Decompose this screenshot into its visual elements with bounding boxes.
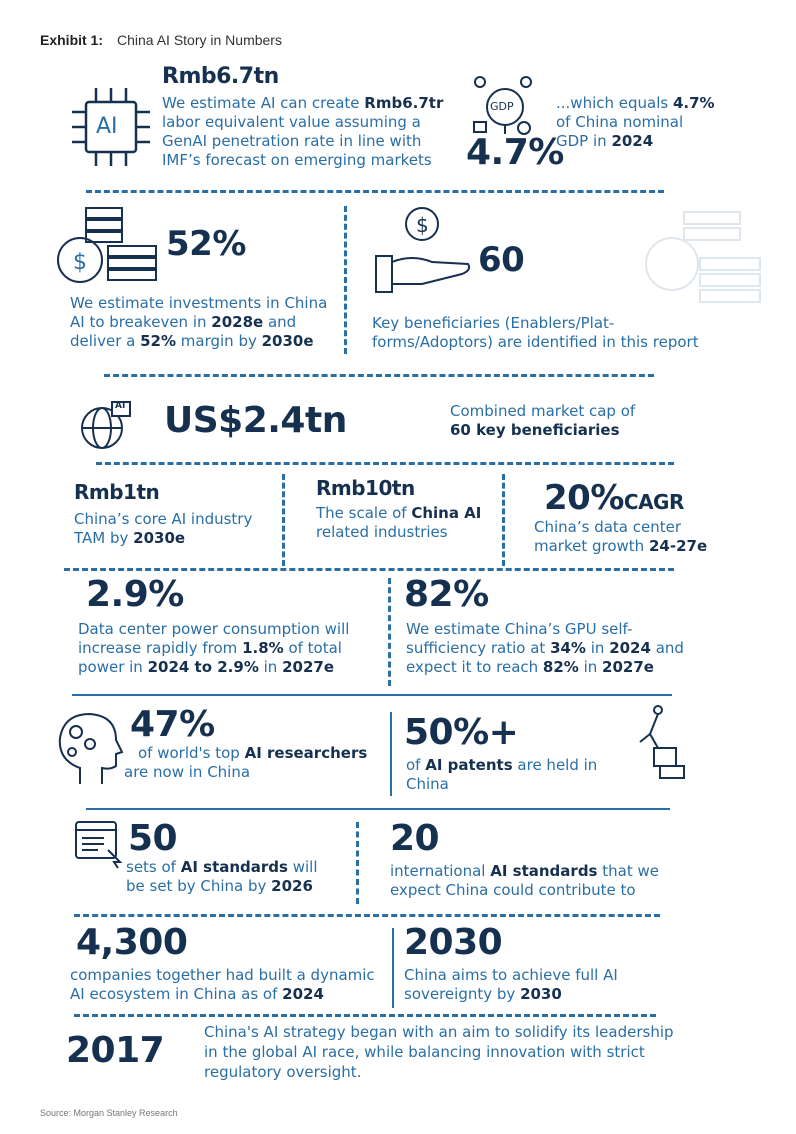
- robot-arm-icon: [636, 704, 688, 780]
- text-line: regulatory oversight.: [204, 1063, 362, 1081]
- text-line: Data center power consumption will: [78, 620, 350, 638]
- text-rmb6-7tn: [162, 94, 462, 170]
- text-bold: Rmb6.7tr: [364, 94, 444, 112]
- text-bold: 2030e: [133, 529, 186, 547]
- text-bold: 52%: [140, 332, 176, 350]
- divider: [86, 808, 670, 810]
- text-line: China's AI strategy began with an aim to solidify its leadership: [204, 1023, 674, 1041]
- text-line: of China nominal: [556, 113, 684, 131]
- stat-us-2-4tn: US$2.4tn: [164, 400, 347, 441]
- divider: [64, 568, 674, 571]
- text-bold: 4.7%: [672, 94, 715, 112]
- text-line: expect China could contribute to: [390, 881, 636, 899]
- text-line: We estimate AI can create: [162, 94, 365, 112]
- text-bold: China AI: [411, 504, 482, 522]
- text-line: of total: [283, 639, 342, 657]
- text-line: ...which equals: [556, 94, 673, 112]
- gdp-label: GDP: [490, 100, 514, 113]
- text-line: in: [258, 658, 283, 676]
- text-line: TAM by: [74, 529, 134, 547]
- text-line: Key beneficiaries (Enablers/Plat-: [372, 314, 615, 332]
- text-line: international: [390, 862, 491, 880]
- stat-52: 52%: [166, 224, 246, 264]
- text-line: China aims to achieve full AI: [404, 966, 618, 984]
- text-bold: 2030e: [261, 332, 314, 350]
- text-bold: 82%: [542, 658, 579, 676]
- text-line: related industries: [316, 523, 448, 541]
- text-50-plus: [406, 756, 626, 794]
- text-line: We estimate investments in China: [70, 294, 328, 312]
- text-line: China: [406, 775, 449, 793]
- text-line: expect it to reach: [406, 658, 543, 676]
- text-bold: 2.9%: [217, 658, 259, 676]
- divider: [392, 928, 394, 1008]
- text-bold: 34%: [550, 639, 586, 657]
- stat-4300: 4,300: [76, 922, 188, 963]
- browser-cursor-icon: [74, 820, 126, 870]
- divider: [390, 712, 392, 796]
- text-line: AI ecosystem in China as of: [70, 985, 283, 1003]
- text-line: be set by China by: [126, 877, 272, 895]
- text-us-2-4tn: [450, 402, 750, 440]
- exhibit-header: [40, 32, 282, 48]
- text-line: market growth: [534, 537, 649, 555]
- text-bold: AI standards: [490, 862, 598, 880]
- exhibit-number: Exhibit 1:: [40, 32, 104, 48]
- text-line: will: [287, 858, 318, 876]
- head-gears-icon: [50, 708, 130, 788]
- divider: [104, 374, 654, 377]
- text-bold: 2024: [282, 985, 324, 1003]
- stat-2-9: 2.9%: [86, 574, 184, 615]
- globe-ai-icon: [80, 400, 132, 450]
- text-82: [406, 620, 706, 677]
- divider: [502, 474, 505, 566]
- text-line: that we: [597, 862, 659, 880]
- stat-rmb1tn: Rmb1tn: [74, 480, 160, 504]
- text-line: China’s core AI industry: [74, 510, 253, 528]
- divider: [86, 190, 664, 193]
- stat-20: 20: [390, 818, 440, 859]
- text-line: GDP in: [556, 132, 612, 150]
- text-line: The scale of: [316, 504, 412, 522]
- text-line: in the global AI race, while balancing innovation with strict: [204, 1043, 645, 1061]
- text-bold: 2026: [271, 877, 313, 895]
- text-line: and: [650, 639, 684, 657]
- text-line: power in: [78, 658, 148, 676]
- source-note: Source: Morgan Stanley Research: [40, 1108, 178, 1118]
- exhibit-title: China AI Story in Numbers: [117, 32, 282, 48]
- text-47: [124, 744, 384, 782]
- divider: [344, 206, 347, 354]
- text-60: [372, 314, 752, 352]
- svg-text:$: $: [416, 213, 429, 237]
- text-line: in: [585, 639, 610, 657]
- text-rmb10tn: [316, 504, 506, 542]
- text-line: AI to breakeven in: [70, 313, 212, 331]
- divider: [388, 578, 391, 686]
- text-2030: [404, 966, 684, 1004]
- text-line: sovereignty by: [404, 985, 521, 1003]
- text-line: deliver a: [70, 332, 141, 350]
- text-bold: 2024: [147, 658, 190, 676]
- text-2-9: [78, 620, 378, 677]
- text-20-cagr: [534, 518, 754, 556]
- globe-ai-label: AI: [115, 401, 126, 411]
- stat-2017: 2017: [66, 1030, 165, 1071]
- text-line: sufficiency ratio at: [406, 639, 551, 657]
- text-line: We estimate China’s GPU self-: [406, 620, 633, 638]
- money-icon: [56, 206, 166, 290]
- divider: [282, 474, 285, 566]
- stat-47: 47%: [130, 704, 215, 745]
- text-line: are held in: [512, 756, 598, 774]
- stat-4-7: 4.7%: [466, 132, 564, 173]
- text-bold: 60 key beneficiaries: [450, 421, 620, 439]
- text-bold: 2028e: [211, 313, 264, 331]
- text-line: increase rapidly from: [78, 639, 243, 657]
- divider: [72, 694, 672, 696]
- text-bold: 2027e: [282, 658, 334, 676]
- text-50: [126, 858, 356, 896]
- text-bold: AI standards: [180, 858, 288, 876]
- text-line: of world's top: [138, 744, 245, 762]
- text-line: labor equivalent value assuming a: [162, 113, 421, 131]
- text-20: [390, 862, 690, 900]
- stat-rmb6-7tn: Rmb6.7tn: [162, 64, 279, 89]
- text-bold: AI researchers: [244, 744, 368, 762]
- text-line: IMF’s forecast on emerging markets: [162, 151, 432, 169]
- stat-cagr-suffix: CAGR: [623, 490, 684, 514]
- text-line: China’s data center: [534, 518, 682, 536]
- text-line: forms/Adoptors) are identified in this report: [372, 333, 699, 351]
- stat-82: 82%: [404, 574, 489, 615]
- text-line: are now in China: [124, 763, 251, 781]
- text-bold: 2030: [520, 985, 562, 1003]
- stat-rmb10tn: Rmb10tn: [316, 476, 415, 500]
- text-bold: to: [189, 658, 218, 676]
- text-bold: 2024: [609, 639, 651, 657]
- text-line: Combined market cap of: [450, 402, 636, 420]
- hand-coin-icon: [372, 206, 482, 296]
- text-line: of: [406, 756, 426, 774]
- text-4300: [70, 966, 390, 1004]
- chip-label: AI: [96, 114, 118, 139]
- text-bold: 24-27e: [648, 537, 708, 555]
- stat-2030: 2030: [404, 922, 503, 963]
- stat-20: 20%: [544, 478, 624, 518]
- divider: [74, 1014, 656, 1017]
- stat-20-cagr: [544, 478, 684, 518]
- text-line: sets of: [126, 858, 181, 876]
- text-bold: 1.8%: [242, 639, 284, 657]
- text-line: GenAI penetration rate in line with: [162, 132, 422, 150]
- text-line: in: [578, 658, 603, 676]
- decorative-money-icon: [644, 212, 764, 322]
- text-line: companies together had built a dynamic: [70, 966, 375, 984]
- text-2017: [204, 1022, 704, 1082]
- divider: [74, 914, 660, 917]
- text-rmb1tn: [74, 510, 274, 548]
- text-line: margin by: [176, 332, 262, 350]
- stat-60: 60: [478, 240, 525, 280]
- text-bold: 2024: [611, 132, 654, 150]
- divider: [96, 462, 674, 465]
- svg-text:$: $: [73, 250, 87, 275]
- text-4-7: [556, 94, 756, 151]
- stat-50: 50: [128, 818, 178, 859]
- chip-icon: [66, 82, 156, 172]
- text-line: and: [263, 313, 297, 331]
- text-bold: 2027e: [602, 658, 654, 676]
- text-bold: AI patents: [425, 756, 513, 774]
- text-52: [70, 294, 350, 351]
- divider: [356, 822, 359, 904]
- stat-50-plus: 50%+: [404, 712, 519, 753]
